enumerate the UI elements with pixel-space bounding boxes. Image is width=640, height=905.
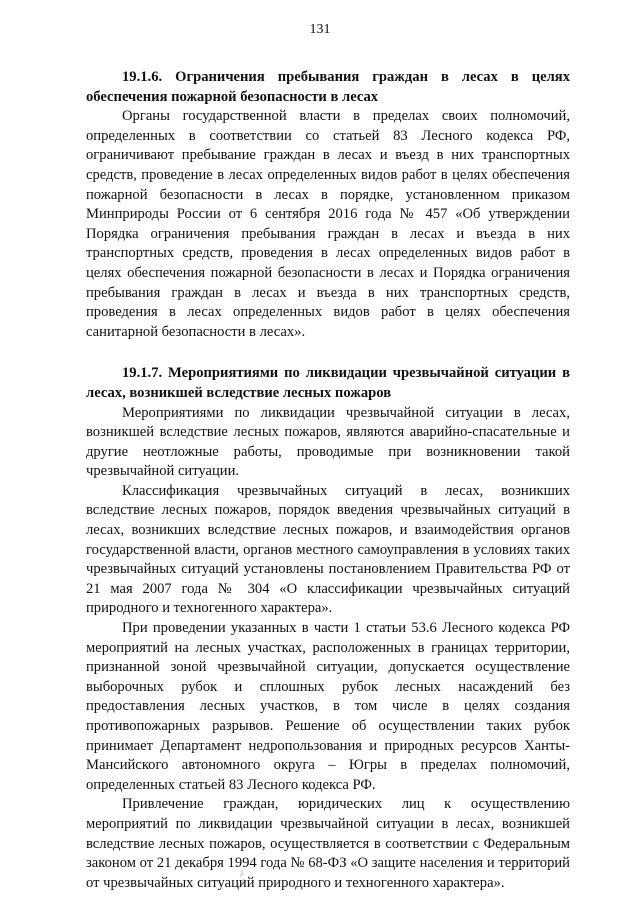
section-heading-19-1-7: 19.1.7. Мероприятиями по ликвидации чрезвычайной ситуации в лесах, возникшей вследствие лесных пожаров bbox=[86, 365, 570, 401]
paragraph: При проведении указанных в части 1 статьи 53.6 Лесного кодекса РФ мероприятий на лесных участках, расположенных в границах территории, признанной зоной чрезвычайной ситуации, допускается осуществление выборочных рубок и сплошных рубок лесных насаждений без предоставления лесных участков, в том числе в целях создания противопожарных разрывов. Решение об осуществлении таких рубок принимает Департамент недропользования и природных ресурсов Ханты-Мансийского автономного округа – Югры в пределах полномочий, определенных статьей 83 Лесного кодекса РФ. bbox=[86, 620, 570, 793]
section-spacer bbox=[86, 342, 570, 364]
paragraph: Органы государственной власти в пределах своих полномочий, определенных в соответствии со статьей 83 Лесного кодекса РФ, ограничивают пребывание граждан в лесах и въезд в них транспортных средств, проведение в лесах определенных видов работ в целях обеспечения пожарной безопасности в лесах в порядке, установленном приказом Минприроды России от 6 сентября 2016 года № 457 «Об утверждении Порядка ограничения пребывания граждан в лесах и въезда в них транспортных средств, проведения в лесах определенных видов работ в целях обеспечения пожарной безопасности в лесах и Порядка ограничения пребывания граждан в лесах и въезда в них транспортных средств, проведения в лесах определенных видов работ в целях обеспечения санитарной безопасности в лесах». bbox=[86, 108, 570, 340]
page-number: 131 bbox=[309, 22, 331, 37]
scan-artifact-mark bbox=[232, 862, 252, 890]
paragraph: Мероприятиями по ликвидации чрезвычайной ситуации в лесах, возникшей вследствие лесных пожаров, являются аварийно-спасательные и другие неотложные работы, проводимые при возникновении такой чрезвычайной ситуации. bbox=[86, 404, 570, 480]
paragraph: Привлечение граждан, юридических лиц к осуществлению мероприятий по ликвидации чрезвычайной ситуации в лесах, возникшей вследствие лесных пожаров, осуществляется в соответствии с Федеральным законом от 21 декабря 1994 года № 68-ФЗ «О защите населения и территорий от чрезвычайных ситуаций природного и техногенного характера». bbox=[86, 796, 570, 891]
paragraph: Классификация чрезвычайных ситуаций в лесах, возникших вследствие лесных пожаров, порядок введения чрезвычайных ситуаций в лесах, возникших вследствие лесных пожаров, и взаимодействия органов государственной власти, органов местного самоуправления в условиях таких чрезвычайных ситуаций установлены постановлением Правительства РФ от 21 мая 2007 года № 304 «О классификации чрезвычайных ситуаций природного и техногенного характера». bbox=[86, 482, 570, 617]
page-content bbox=[86, 68, 570, 893]
section-heading-19-1-6: 19.1.6. Ограничения пребывания граждан в лесах в целях обеспечения пожарной безопасности в лесах bbox=[86, 69, 570, 105]
